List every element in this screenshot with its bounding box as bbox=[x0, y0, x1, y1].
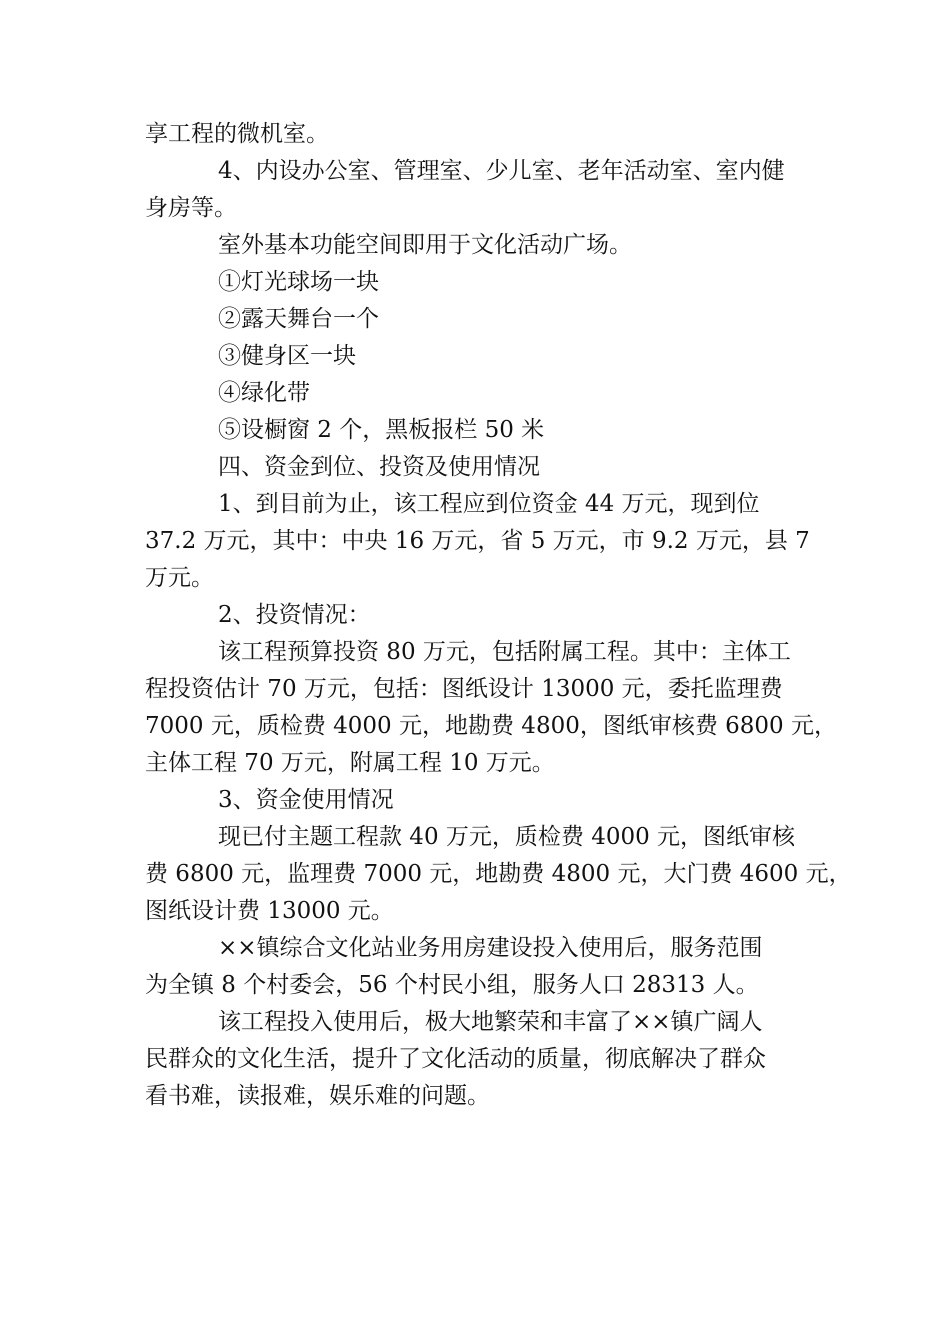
text-line: 万元。 bbox=[145, 565, 214, 591]
text-line: 室外基本功能空间即用于文化活动广场。 bbox=[218, 232, 632, 258]
text-line: ②露天舞台一个 bbox=[218, 306, 379, 332]
text-line: 主体工程 70 万元，附属工程 10 万元。 bbox=[145, 750, 555, 776]
text-line: 3、资金使用情况 bbox=[218, 787, 394, 813]
text-line: 为全镇 8 个村委会，56 个村民小组，服务人口 28313 人。 bbox=[145, 972, 759, 998]
paragraph-continuation bbox=[145, 116, 807, 153]
text-line: 7000 元，质检费 4000 元，地勘费 4800，图纸审核费 6800 元， bbox=[145, 713, 837, 739]
text-line: 2、投资情况： bbox=[218, 602, 371, 628]
text-line: ①灯光球场一块 bbox=[218, 269, 379, 295]
section-heading-funding bbox=[145, 449, 807, 486]
text-line: 37.2 万元，其中：中央 16 万元，省 5 万元，市 9.2 万元，县 7 bbox=[145, 528, 810, 554]
text-line: 程投资估计 70 万元，包括：图纸设计 13000 元，委托监理费 bbox=[145, 676, 783, 702]
paragraph-funds-in-place bbox=[145, 486, 810, 597]
subheading-fund-usage bbox=[145, 782, 807, 819]
paragraph-payments bbox=[145, 819, 852, 930]
document-body bbox=[145, 116, 852, 1115]
list-item-3 bbox=[145, 338, 807, 375]
text-line: 看书难，读报难，娱乐难的问题。 bbox=[145, 1083, 490, 1109]
text-line: 费 6800 元，监理费 7000 元，地勘费 4800 元，大门费 4600 元， bbox=[145, 861, 852, 887]
list-item-2 bbox=[145, 301, 807, 338]
text-line: 1、到目前为止，该工程应到位资金 44 万元，现到位 bbox=[218, 491, 760, 517]
text-line: 现已付主题工程款 40 万元，质检费 4000 元，图纸审核 bbox=[218, 824, 796, 850]
paragraph-item-4 bbox=[145, 153, 807, 227]
text-line: ④绿化带 bbox=[218, 380, 310, 406]
text-line: 民群众的文化生活，提升了文化活动的质量，彻底解决了群众 bbox=[145, 1046, 766, 1072]
paragraph-conclusion bbox=[145, 1004, 807, 1115]
text-line: 享工程的微机室。 bbox=[145, 121, 329, 147]
list-item-5 bbox=[145, 412, 807, 449]
paragraph-service-scope bbox=[145, 930, 807, 1004]
text-line: 图纸设计费 13000 元。 bbox=[145, 898, 394, 924]
subheading-investment bbox=[145, 597, 807, 634]
text-line: 4、内设办公室、管理室、少儿室、老年活动室、室内健 bbox=[218, 158, 785, 184]
section-heading: 四、资金到位、投资及使用情况 bbox=[218, 454, 540, 480]
text-line: ⑤设橱窗 2 个，黑板报栏 50 米 bbox=[218, 417, 545, 443]
text-line: ××镇综合文化站业务用房建设投入使用后，服务范围 bbox=[218, 935, 763, 961]
text-line: 该工程预算投资 80 万元，包括附属工程。其中：主体工 bbox=[218, 639, 791, 665]
text-line: 身房等。 bbox=[145, 195, 237, 221]
text-line: ③健身区一块 bbox=[218, 343, 356, 369]
text-line: 该工程投入使用后，极大地繁荣和丰富了××镇广阔人 bbox=[218, 1009, 763, 1035]
paragraph-investment-details bbox=[145, 634, 837, 782]
paragraph-outdoor-space bbox=[145, 227, 807, 264]
list-item-1 bbox=[145, 264, 807, 301]
list-item-4 bbox=[145, 375, 807, 412]
